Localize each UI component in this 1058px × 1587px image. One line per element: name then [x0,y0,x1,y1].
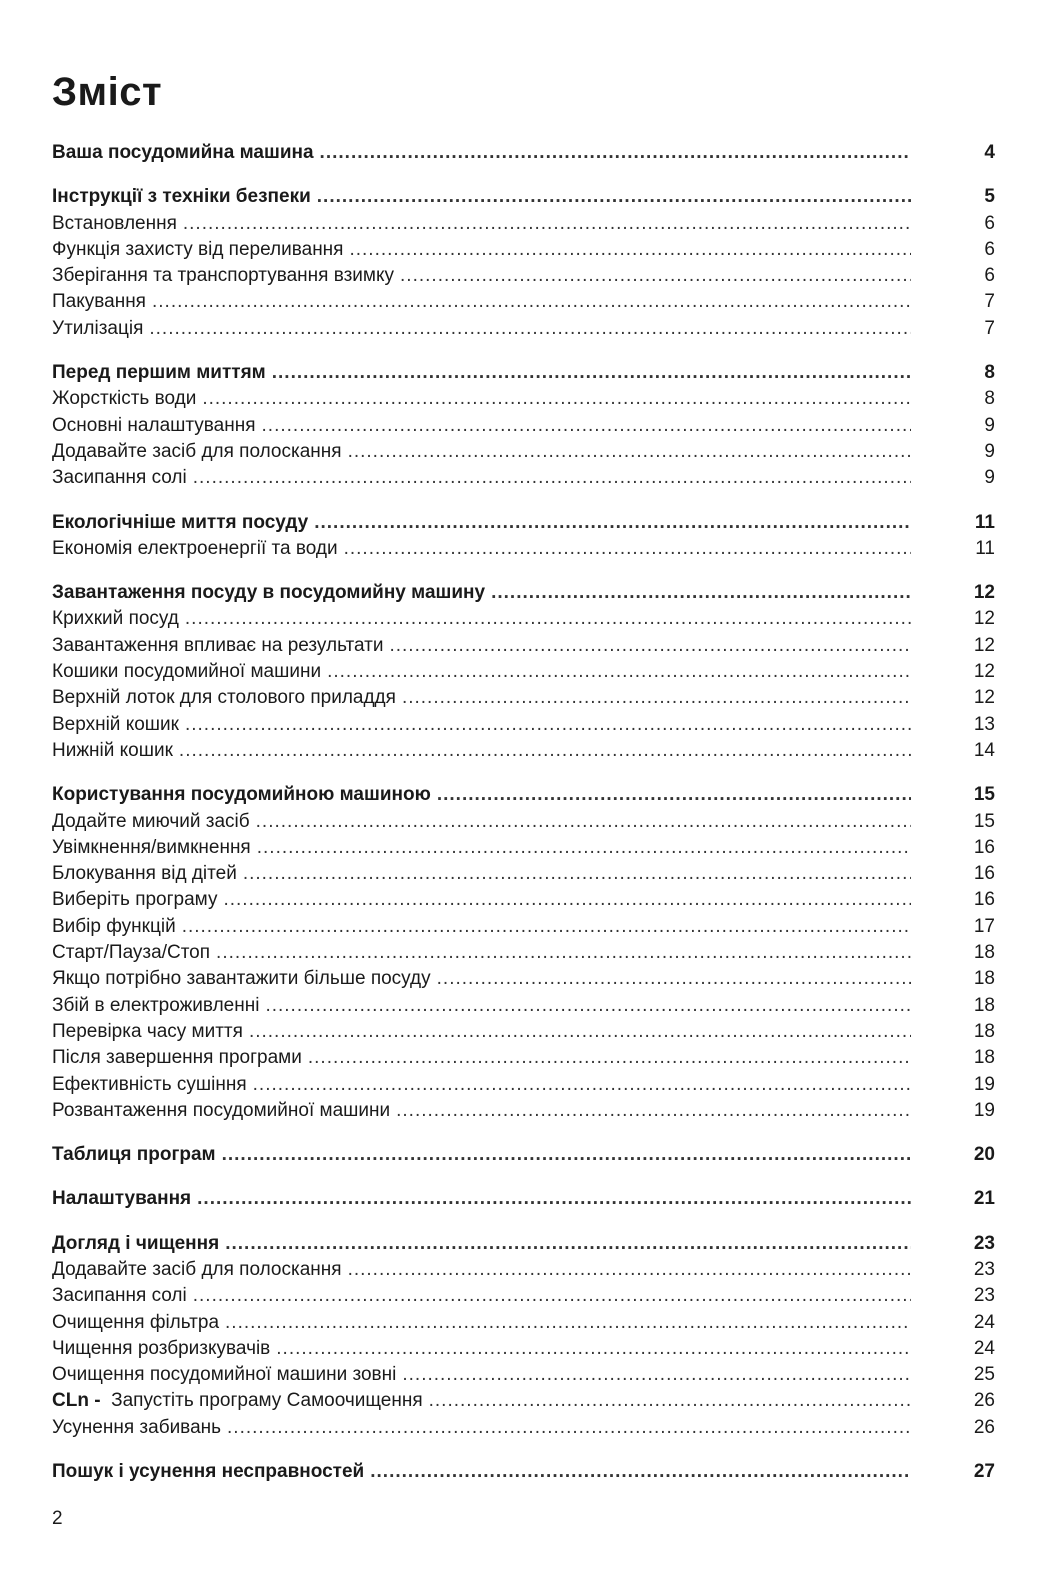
toc-dot-leader [327,659,911,685]
toc-entry[interactable] [52,993,995,1019]
toc-page-number: 18 [973,994,995,1016]
toc-entry[interactable] [52,738,995,764]
toc-entry-label: Зберігання та транспортування взимку [52,265,395,287]
toc-dot-leader [182,914,911,940]
toc-heading[interactable] [52,1231,995,1257]
toc-page-number: 20 [973,1144,995,1166]
toc-entry-label: Нижній кошик [52,739,173,761]
toc-page-number: 12 [973,608,995,630]
toc-entry-label: Якщо потрібно завантажити більше посуду [52,968,431,990]
toc-heading-label: Завантаження посуду в посудомийну машину [52,582,486,604]
toc-dot-leader [308,1045,911,1071]
toc-page-number: 6 [984,212,995,234]
toc-heading[interactable] [52,510,995,536]
toc-dot-leader [222,1142,911,1168]
toc-entry-label: Виберіть програму [52,889,218,911]
toc-entry[interactable] [52,914,995,940]
toc-dot-leader [320,140,911,166]
toc-dot-leader [262,413,911,439]
toc-page-number: 15 [973,810,995,832]
toc-entry[interactable] [52,237,995,263]
toc-entry[interactable] [52,606,995,632]
toc-dot-leader [396,1098,911,1124]
toc-dot-leader [370,1459,911,1485]
toc-entry[interactable] [52,1336,995,1362]
toc-entry[interactable] [52,1045,995,1071]
toc-entry-label: Кошики посудомийної машини [52,661,322,683]
toc-entry[interactable] [52,1362,995,1388]
toc-dot-leader [437,966,911,992]
toc-page-number: 17 [973,915,995,937]
page-title: Зміст [52,70,163,114]
toc-dot-leader [193,1283,911,1309]
toc-section [52,360,995,491]
toc-entry-label: Після завершення програми [52,1047,302,1069]
toc-entry-label: Засипання солі [52,467,187,489]
toc-entry[interactable] [52,633,995,659]
toc-entry[interactable] [52,966,995,992]
toc-entry[interactable] [52,1257,995,1283]
toc-heading[interactable] [52,1142,995,1168]
toc-section [52,1459,995,1485]
toc-entry-label: Очищення фільтра [52,1311,220,1333]
toc-entry-label: Чищення розбризкувачів [52,1337,271,1359]
toc-entry[interactable] [52,1019,995,1045]
toc-dot-leader [243,861,911,887]
toc-entry[interactable] [52,465,995,491]
toc-page-number: 4 [984,142,995,163]
toc-entry-label: Пакування [52,291,146,313]
toc-entry-label: Крихкий посуд [52,608,179,630]
toc-dot-leader [276,1336,911,1362]
toc-dot-leader [437,782,911,808]
toc-heading[interactable] [52,1186,995,1212]
toc-entry-label: Очищення посудомийної машини зовні [52,1364,397,1386]
toc-entry[interactable] [52,439,995,465]
toc-page-number: 16 [973,863,995,885]
toc-dot-leader [216,940,911,966]
toc-dot-leader [317,184,911,210]
toc-dot-leader [402,685,911,711]
toc-page-number: 9 [984,440,995,462]
toc-page-number: 21 [973,1188,995,1210]
toc-entry-label: Додавайте засіб для полоскання [52,440,342,462]
toc-entry-label: Перевірка часу миття [52,1020,243,1042]
toc-entry-label: Жорсткість води [52,388,197,410]
toc-heading[interactable] [52,360,995,386]
toc-page-number: 8 [984,388,995,410]
toc-page-number: 6 [984,265,995,287]
toc-page-number: 18 [973,968,995,990]
toc-heading[interactable] [52,1459,995,1485]
toc-entry-label: Верхній кошик [52,713,179,735]
table-of-contents [52,140,995,1503]
toc-section [52,1231,995,1441]
toc-entry[interactable] [52,316,995,342]
toc-dot-leader [256,809,911,835]
toc-entry[interactable] [52,289,995,315]
toc-entry-label: Усунення забивань [52,1416,222,1438]
toc-heading-label: Таблиця програм [52,1144,216,1166]
toc-entry-prefix: CLn - [52,1390,101,1412]
toc-page-number: 5 [984,186,995,208]
toc-heading-label: Екологічніше миття посуду [52,511,309,533]
toc-entry-label: Верхній лоток для столового приладдя [52,687,396,709]
toc-dot-leader [185,712,911,738]
toc-entry[interactable] [52,1388,995,1414]
toc-entry[interactable] [52,861,995,887]
toc-entry-label: Увімкнення/вимкнення [52,836,251,858]
toc-heading-label: Інструкції з техніки безпеки [52,186,311,208]
toc-dot-leader [183,211,911,237]
toc-dot-leader [223,887,911,913]
toc-entry-label: Розвантаження посудомийної машини [52,1099,391,1121]
toc-dot-leader [349,237,911,263]
toc-section [52,580,995,764]
toc-dot-leader [429,1388,911,1414]
toc-dot-leader [202,386,911,412]
toc-entry[interactable] [52,1098,995,1124]
toc-page-number: 8 [984,362,995,384]
toc-page-number: 6 [984,238,995,260]
toc-entry[interactable] [52,1072,995,1098]
toc-page-number: 23 [973,1232,995,1254]
toc-page-number: 12 [973,687,995,709]
toc-dot-leader [272,360,911,386]
toc-page-number: 18 [973,1020,995,1042]
toc-page-number: 16 [973,889,995,911]
toc-dot-leader [152,289,911,315]
page-number: 2 [52,1508,63,1529]
toc-dot-leader [185,606,911,632]
toc-entry-label: Економія електроенергії та води [52,537,338,559]
toc-page-number: 19 [973,1073,995,1095]
toc-page-number: 11 [975,537,995,559]
toc-dot-leader [344,536,911,562]
toc-page-number: 14 [973,739,995,761]
toc-page-number: 18 [973,1047,995,1069]
toc-page-number: 12 [973,582,995,604]
toc-dot-leader [225,1231,911,1257]
toc-entry-label: Засипання солі [52,1285,187,1307]
toc-page-number: 15 [973,784,995,806]
toc-page-number: 9 [984,414,995,436]
toc-dot-leader [348,1257,911,1283]
toc-entry-label: Збій в електроживленні [52,994,260,1016]
toc-entry[interactable] [52,809,995,835]
toc-entry-label: Додайте миючий засіб [52,810,250,832]
toc-dot-leader [402,1362,911,1388]
toc-entry[interactable] [52,712,995,738]
toc-entry-label [52,1388,423,1414]
toc-dot-leader [149,316,911,342]
toc-page-number: 24 [973,1337,995,1359]
toc-dot-leader [389,633,911,659]
toc-heading-label: Пошук і усунення несправностей [52,1461,365,1483]
toc-dot-leader [257,835,911,861]
toc-section [52,782,995,1124]
toc-page-number: 16 [973,836,995,858]
toc-page-number: 19 [973,1099,995,1121]
toc-heading-label: Перед першим миттям [52,362,266,384]
toc-page-number: 23 [973,1285,995,1307]
toc-dot-leader [400,263,911,289]
toc-entry-label: Старт/Пауза/Стоп [52,942,211,964]
toc-entry[interactable] [52,1283,995,1309]
toc-entry[interactable] [52,685,995,711]
toc-entry-label: Завантаження впливає на результати [52,634,384,656]
toc-page-number: 13 [973,713,995,735]
toc-section [52,510,995,563]
toc-heading[interactable] [52,140,995,166]
toc-entry[interactable] [52,659,995,685]
toc-entry-text: Запустіть програму Самоочищення [111,1390,423,1412]
toc-entry[interactable] [52,536,995,562]
toc-entry-label: Функція захисту від переливання [52,238,344,260]
toc-page-number: 7 [984,291,995,313]
toc-dot-leader [253,1072,911,1098]
toc-heading-label: Налаштування [52,1188,192,1210]
toc-entry[interactable] [52,211,995,237]
toc-page-number: 12 [973,634,995,656]
toc-page-number: 11 [974,511,995,533]
toc-page-number: 12 [973,661,995,683]
toc-entry[interactable] [52,1415,995,1441]
toc-entry-label: Додавайте засіб для полоскання [52,1258,342,1280]
toc-entry-label: Вибір функцій [52,915,176,937]
toc-page-number: 23 [973,1258,995,1280]
toc-dot-leader [179,738,911,764]
toc-page-number: 18 [973,942,995,964]
toc-entry-label: Основні налаштування [52,414,256,436]
toc-section [52,140,995,166]
toc-entry[interactable] [52,386,995,412]
toc-dot-leader [249,1019,911,1045]
toc-dot-leader [227,1415,911,1441]
toc-heading[interactable] [52,782,995,808]
toc-heading-label: Ваша посудомийна машина [52,142,314,163]
toc-page-number: 26 [973,1416,995,1438]
toc-page-number: 27 [973,1461,995,1483]
toc-dot-leader [491,580,911,606]
toc-entry-label: Утилізація [52,317,144,339]
toc-dot-leader [348,439,911,465]
toc-entry[interactable] [52,835,995,861]
toc-dot-leader [265,993,911,1019]
toc-section [52,1186,995,1212]
toc-heading-label: Догляд і чищення [52,1232,220,1254]
toc-entry[interactable] [52,887,995,913]
toc-section [52,1142,995,1168]
toc-section [52,184,995,342]
toc-entry-label: Ефективність сушіння [52,1073,247,1095]
toc-dot-leader [193,465,911,491]
toc-entry-label: Встановлення [52,212,177,234]
toc-entry[interactable] [52,1310,995,1336]
toc-entry[interactable] [52,263,995,289]
toc-page-number: 9 [984,467,995,489]
toc-entry[interactable] [52,413,995,439]
toc-heading-label: Користування посудомийною машиною [52,784,431,806]
toc-dot-leader [314,510,911,536]
toc-page-number: 7 [984,317,995,339]
toc-dot-leader [197,1186,911,1212]
toc-entry-label: Блокування від дітей [52,863,237,885]
toc-dot-leader [225,1310,911,1336]
toc-heading[interactable] [52,184,995,210]
toc-page-number: 25 [973,1364,995,1386]
toc-heading[interactable] [52,580,995,606]
toc-page-number: 24 [973,1311,995,1333]
toc-entry[interactable] [52,940,995,966]
toc-page-number: 26 [973,1390,995,1412]
